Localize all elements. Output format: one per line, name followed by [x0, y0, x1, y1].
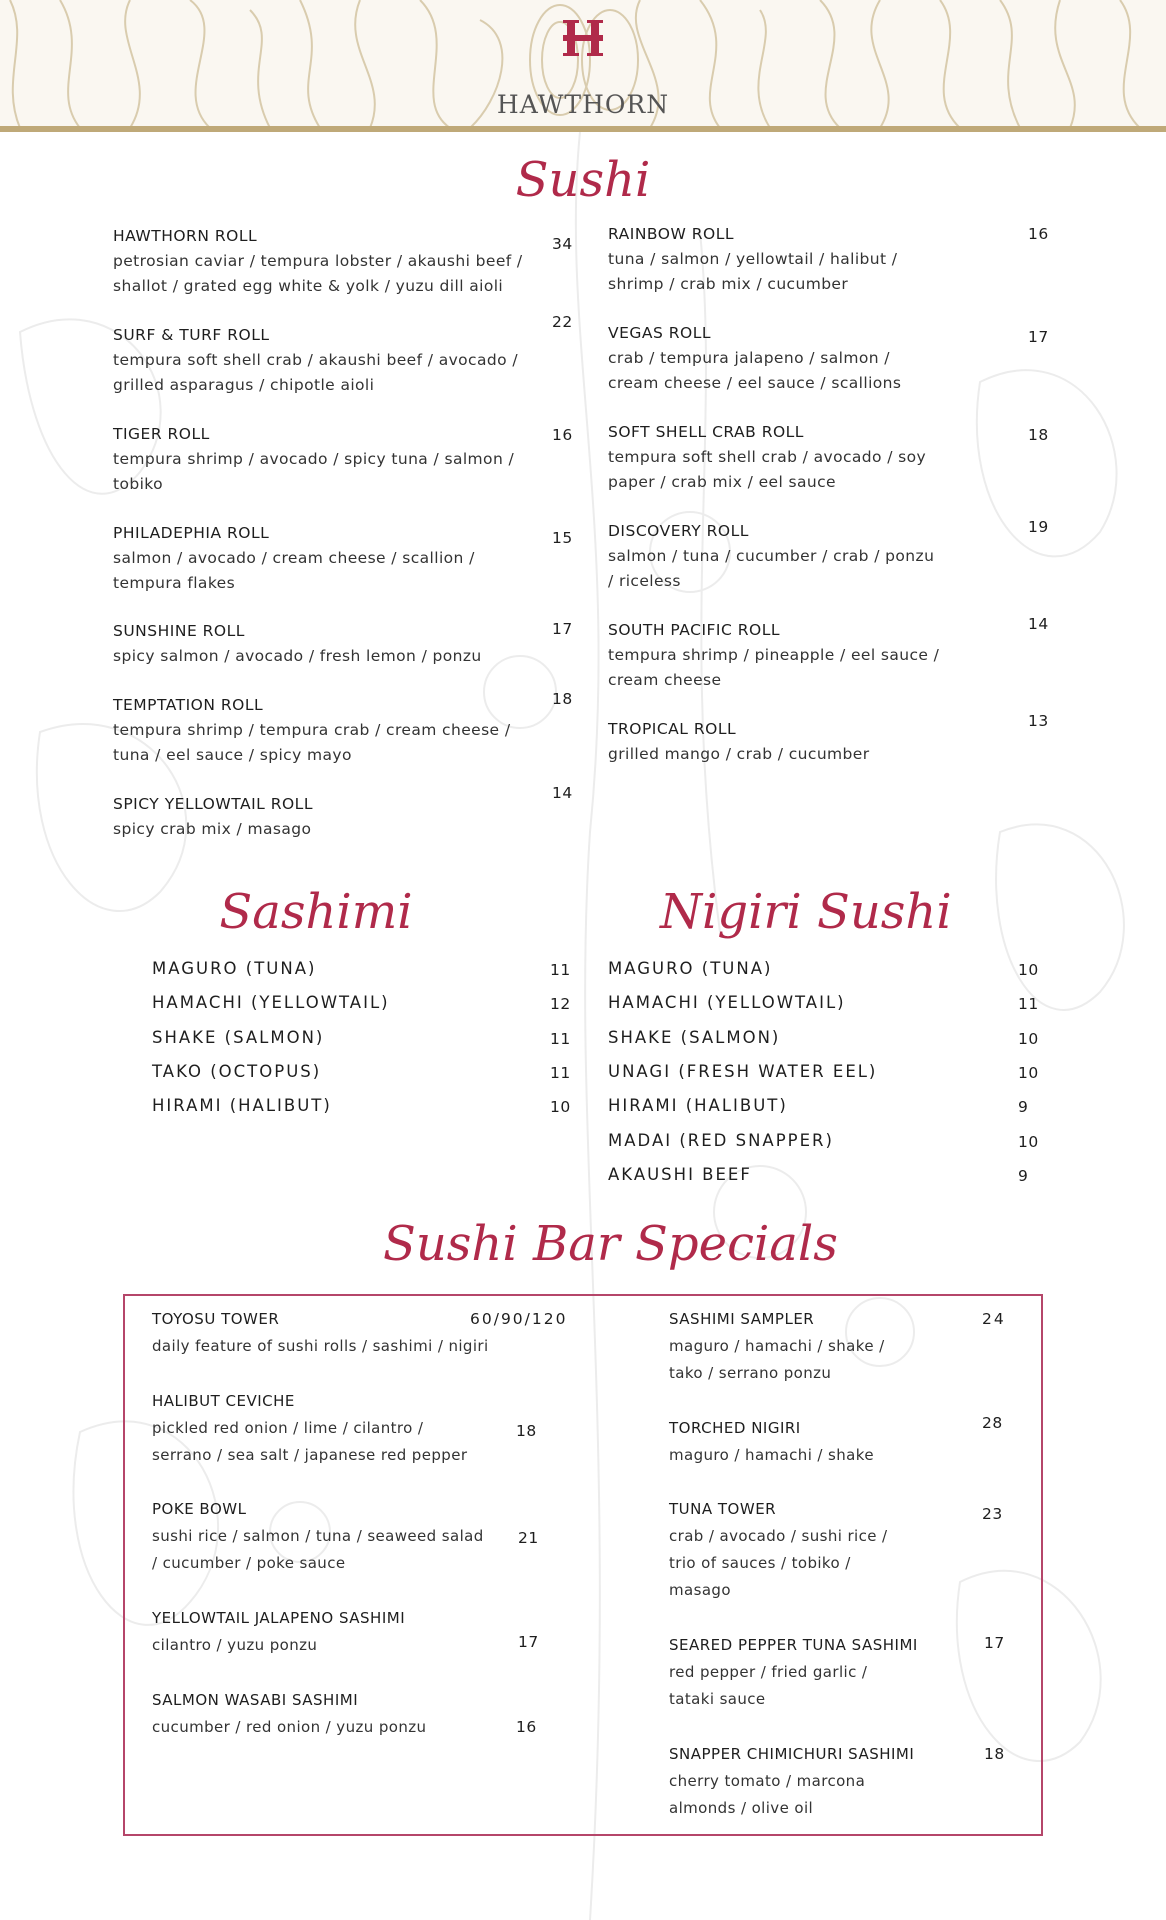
item-desc: tempura shrimp / pineapple / eel sauce /: [608, 646, 940, 664]
item-price: 14: [552, 784, 573, 802]
item-price: 14: [1028, 615, 1049, 633]
item-price: 10: [1018, 1064, 1039, 1082]
menu-item: [608, 420, 926, 495]
item-name: SPICY YELLOWTAIL ROLL: [113, 795, 313, 813]
menu-item: [113, 224, 523, 299]
item-desc: cilantro / yuzu ponzu: [152, 1636, 318, 1654]
item-name: DISCOVERY ROLL: [608, 522, 749, 540]
item-price: 21: [518, 1529, 539, 1547]
item-price: 23: [982, 1505, 1003, 1523]
item-price: 18: [984, 1745, 1005, 1763]
header: [0, 0, 1166, 128]
item-price: 18: [516, 1422, 537, 1440]
item-desc: cream cheese / eel sauce / scallions: [608, 374, 902, 392]
item-price: 34: [552, 235, 573, 253]
item-desc: grilled mango / crab / cucumber: [608, 745, 870, 763]
item-name: TORCHED NIGIRI: [669, 1419, 801, 1437]
item-desc: tempura soft shell crab / akaushi beef / avocado /: [113, 351, 518, 369]
menu-item: [113, 422, 514, 497]
item-price: 15: [552, 529, 573, 547]
item-price: 18: [1028, 426, 1049, 444]
sashimi-item: HIRAMI (HALIBUT): [152, 1096, 332, 1115]
nigiri-item: HAMACHI (YELLOWTAIL): [608, 993, 846, 1012]
item-desc: tempura shrimp / tempura crab / cream cheese /: [113, 721, 511, 739]
item-desc: grilled asparagus / chipotle aioli: [113, 376, 375, 394]
item-desc: cucumber / red onion / yuzu ponzu: [152, 1718, 427, 1736]
item-desc: crab / tempura jalapeno / salmon /: [608, 349, 890, 367]
item-name: SNAPPER CHIMICHURI SASHIMI: [669, 1745, 915, 1763]
brand-name: HAWTHORN: [496, 90, 670, 119]
section-title-specials: Sushi Bar Specials: [383, 1216, 838, 1272]
item-name: SEARED PEPPER TUNA SASHIMI: [669, 1636, 918, 1654]
nigiri-item: AKAUSHI BEEF: [608, 1165, 752, 1184]
item-name: PHILADEPHIA ROLL: [113, 524, 270, 542]
item-name: TEMPTATION ROLL: [113, 696, 264, 714]
nigiri-item: MADAI (RED SNAPPER): [608, 1131, 834, 1150]
item-name: TIGER ROLL: [113, 425, 210, 443]
sashimi-item: TAKO (OCTOPUS): [152, 1062, 322, 1081]
item-price: 11: [550, 1064, 571, 1082]
item-desc: trio of sauces / tobiko /: [669, 1554, 851, 1572]
item-name: SUNSHINE ROLL: [113, 622, 245, 640]
item-name: HALIBUT CEVICHE: [152, 1392, 295, 1410]
menu-item: [608, 519, 934, 594]
item-price: 10: [550, 1098, 571, 1116]
nigiri-item: HIRAMI (HALIBUT): [608, 1096, 788, 1115]
item-price: 12: [550, 995, 571, 1013]
item-desc: petrosian caviar / tempura lobster / akaushi beef /: [113, 252, 523, 270]
item-desc: tempura flakes: [113, 574, 236, 592]
item-price: 17: [984, 1634, 1005, 1652]
item-price: 17: [518, 1633, 539, 1651]
item-desc: shallot / grated egg white & yolk / yuzu dill aioli: [113, 277, 504, 295]
item-desc: maguro / hamachi / shake: [669, 1446, 874, 1464]
item-desc: tuna / eel sauce / spicy mayo: [113, 746, 352, 764]
item-price: 10: [1018, 1030, 1039, 1048]
item-name: TROPICAL ROLL: [608, 720, 737, 738]
item-desc: masago: [669, 1581, 731, 1599]
menu-item: [113, 619, 482, 669]
item-name: SALMON WASABI SASHIMI: [152, 1691, 359, 1709]
item-price: 18: [552, 690, 573, 708]
item-name: VEGAS ROLL: [608, 324, 712, 342]
menu-item: [669, 1741, 914, 1822]
sashimi-item: MAGURO (TUNA): [152, 959, 317, 978]
menu-item: [669, 1306, 885, 1387]
item-name: SOFT SHELL CRAB ROLL: [608, 423, 804, 441]
item-desc: sushi rice / salmon / tuna / seaweed salad: [152, 1527, 484, 1545]
menu-item: [608, 321, 901, 396]
menu-item: [152, 1388, 467, 1469]
item-price: 10: [1018, 1133, 1039, 1151]
item-price: 17: [552, 620, 573, 638]
menu-item: [152, 1605, 405, 1659]
menu-item: [608, 222, 897, 297]
item-desc: / cucumber / poke sauce: [152, 1554, 346, 1572]
item-name: TUNA TOWER: [669, 1500, 777, 1518]
item-desc: cherry tomato / marcona: [669, 1772, 866, 1790]
item-price: 11: [550, 961, 571, 979]
item-price: 10: [1018, 961, 1039, 979]
item-name: YELLOWTAIL JALAPENO SASHIMI: [152, 1609, 406, 1627]
item-desc: tuna / salmon / yellowtail / halibut /: [608, 250, 898, 268]
item-desc: spicy crab mix / masago: [113, 820, 312, 838]
item-name: SURF & TURF ROLL: [113, 326, 270, 344]
item-name: HAWTHORN ROLL: [113, 227, 258, 245]
menu-item: [113, 792, 313, 842]
item-price: 16: [1028, 225, 1049, 243]
item-price: 13: [1028, 712, 1049, 730]
sashimi-item: SHAKE (SALMON): [152, 1028, 325, 1047]
item-desc: paper / crab mix / eel sauce: [608, 473, 836, 491]
item-desc: crab / avocado / sushi rice /: [669, 1527, 888, 1545]
menu-item: [152, 1306, 489, 1360]
item-price: 24: [982, 1310, 1006, 1328]
sashimi-item: HAMACHI (YELLOWTAIL): [152, 993, 390, 1012]
item-desc: red pepper / fried garlic /: [669, 1663, 868, 1681]
nigiri-item: SHAKE (SALMON): [608, 1028, 781, 1047]
item-desc: shrimp / crab mix / cucumber: [608, 275, 849, 293]
nigiri-item: MAGURO (TUNA): [608, 959, 773, 978]
item-desc: daily feature of sushi rolls / sashimi / nigiri: [152, 1337, 489, 1355]
item-name: RAINBOW ROLL: [608, 225, 734, 243]
menu-item: [669, 1496, 888, 1604]
item-price: 16: [516, 1718, 537, 1736]
item-desc: salmon / tuna / cucumber / crab / ponzu: [608, 547, 935, 565]
item-name: POKE BOWL: [152, 1500, 247, 1518]
item-price: 19: [1028, 518, 1049, 536]
menu-item: [669, 1632, 918, 1713]
item-desc: almonds / olive oil: [669, 1799, 814, 1817]
item-desc: spicy salmon / avocado / fresh lemon / ponzu: [113, 647, 482, 665]
item-desc: cream cheese: [608, 671, 722, 689]
item-desc: tobiko: [113, 475, 164, 493]
item-price: 22: [552, 313, 573, 331]
item-name: TOYOSU TOWER: [152, 1310, 280, 1328]
item-price: 28: [982, 1414, 1003, 1432]
item-price: 17: [1028, 328, 1049, 346]
menu-item: [608, 717, 870, 767]
menu-item: [113, 693, 510, 768]
hawthorn-logo-icon: [563, 18, 603, 58]
item-desc: salmon / avocado / cream cheese / scallion /: [113, 549, 475, 567]
menu-item: [113, 521, 475, 596]
item-desc: tataki sauce: [669, 1690, 766, 1708]
menu-item: [113, 323, 518, 398]
item-price: 11: [1018, 995, 1039, 1013]
item-desc: tempura soft shell crab / avocado / soy: [608, 448, 927, 466]
item-desc: serrano / sea salt / japanese red pepper: [152, 1446, 468, 1464]
menu-item: [669, 1415, 874, 1469]
item-price: 11: [550, 1030, 571, 1048]
item-price: 9: [1018, 1167, 1029, 1185]
item-name: SOUTH PACIFIC ROLL: [608, 621, 780, 639]
item-price: 16: [552, 426, 573, 444]
item-desc: / riceless: [608, 572, 681, 590]
menu-item: [608, 618, 939, 693]
item-price: 60/90/120: [470, 1310, 568, 1328]
item-price: 9: [1018, 1098, 1029, 1116]
menu-item: [152, 1687, 426, 1741]
item-name: SASHIMI SAMPLER: [669, 1310, 815, 1328]
item-desc: tako / serrano ponzu: [669, 1364, 832, 1382]
item-desc: tempura shrimp / avocado / spicy tuna / salmon /: [113, 450, 515, 468]
item-desc: pickled red onion / lime / cilantro /: [152, 1419, 424, 1437]
menu-item: [152, 1496, 484, 1577]
section-title-nigiri: Nigiri Sushi: [660, 884, 952, 940]
item-desc: maguro / hamachi / shake /: [669, 1337, 885, 1355]
section-title-sashimi: Sashimi: [219, 884, 413, 940]
nigiri-item: UNAGI (FRESH WATER EEL): [608, 1062, 878, 1081]
section-title-sushi: Sushi: [515, 152, 651, 208]
